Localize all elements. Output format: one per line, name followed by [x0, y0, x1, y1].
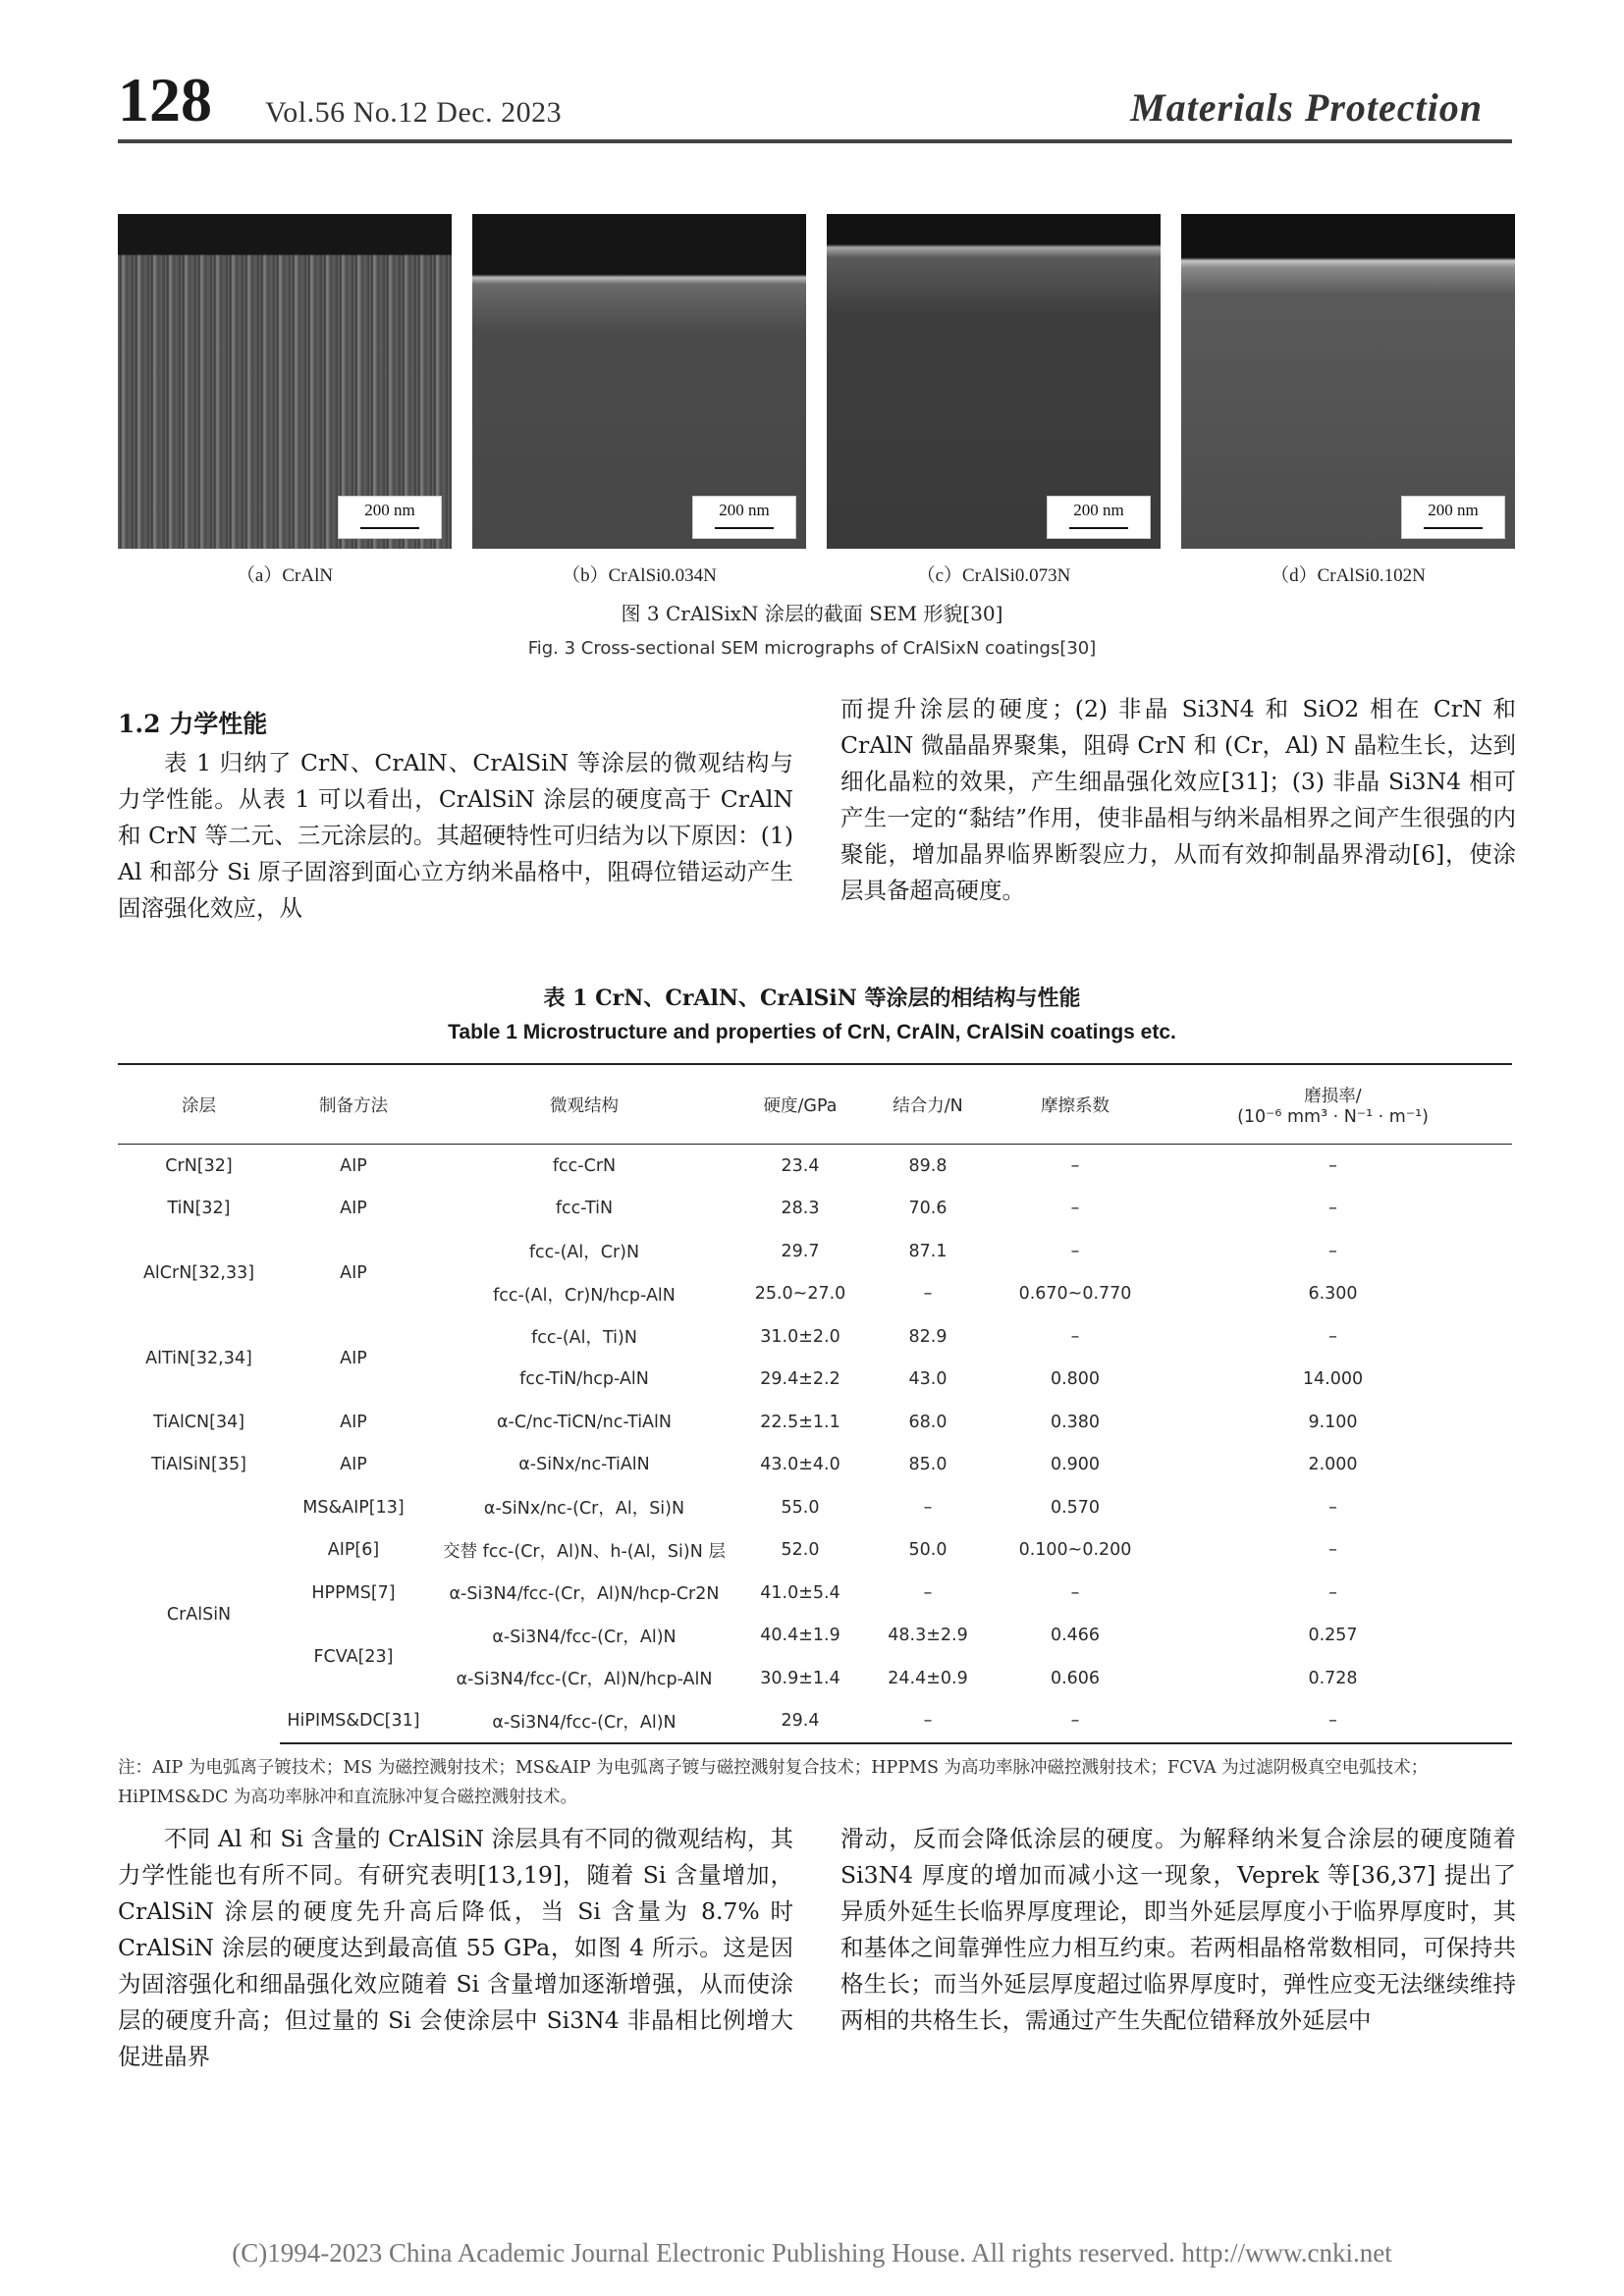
- section-title: 1.2 力学性能: [118, 710, 268, 738]
- table-row: AIP[6] 交替 fcc-(Cr，Al)N、h-(Al，Si)N 层 52.0 50.0 0.100~0.200 –: [327, 1540, 1337, 1562]
- col-structure: 微观结构: [427, 1064, 741, 1145]
- col-wear: 磨损率/ (10⁻⁶ mm³ · N⁻¹ · m⁻¹): [1154, 1064, 1512, 1145]
- subcaption-c: （c）CrAlSi0.073N: [916, 565, 1071, 586]
- table-row: TiN[32] AIP fcc-TiN 28.3 70.6 – –: [167, 1199, 1337, 1219]
- scale-bar: 200 nm: [692, 496, 796, 539]
- table-row: AlTiN[32,34] AIP fcc-(Al，Ti)N 31.0±2.0 82.9 – –: [145, 1326, 1337, 1368]
- col-method: 制备方法: [280, 1064, 427, 1145]
- copyright-footer: (C)1994-2023 China Academic Journal Electronic Publishing House. All rights reserved. http://www.cnki.net: [232, 2238, 1392, 2268]
- volume-info: Vol.56 No.12 Dec. 2023: [265, 96, 563, 129]
- table-header-row: [118, 1064, 1512, 1145]
- paragraph-2-right: 滑动，反而会降低涂层的硬度。为解释纳米复合涂层的硬度随着 Si3N4 厚度的增加而减小这一现象，Veprek 等[36,37] 提出了异质外延生长临界厚度理论，即当外延层厚度小于临界厚度时，其和基体之间靠弹性应力相互约束。若两相晶格常数相同，可保持共格生长；而当外延层厚度超过临界厚度时，弹性应变无法继续维持两相的共格生长，需通过产生失配位错释放外延层中: [840, 1825, 1516, 2034]
- table-caption-en: Table 1 Microstructure and properties of CrN, CrAlN, CrAlSiN coatings etc.: [448, 1021, 1176, 1043]
- properties-table: [118, 1063, 1512, 1744]
- table-note: 注：AIP 为电弧离子镀技术；MS 为磁控溅射技术；MS&AIP 为电弧离子镀与磁控溅射复合技术；HPPMS 为高功率脉冲磁控溅射技术；FCVA 为过滤阴极真空电弧技术；HiPIMS&DC 为高功率脉冲和直流脉冲复合磁控溅射技术。: [118, 1758, 1429, 1807]
- table-row: AlCrN[32,33] AIP fcc-(Al，Cr)N 29.7 87.1 – –: [142, 1241, 1337, 1283]
- table-caption-cn: 表 1 CrN、CrAlN、CrAlSiN 等涂层的相结构与性能: [543, 986, 1081, 1011]
- scale-bar: 200 nm: [1047, 496, 1151, 539]
- scale-bar: 200 nm: [338, 496, 442, 539]
- sem-image-c: [827, 214, 1161, 549]
- journal-name: Materials Protection: [1130, 85, 1483, 130]
- figure-caption-en: Fig. 3 Cross-sectional SEM micrographs of CrAlSixN coatings[30]: [527, 638, 1097, 659]
- table-row: fcc-TiN/hcp-AlN 29.4±2.2 43.0 0.800 14.000: [519, 1369, 1364, 1390]
- paragraph-2-left: 不同 Al 和 Si 含量的 CrAlSiN 涂层具有不同的微观结构，其力学性能也有所不同。有研究表明[13,19]，随着 Si 含量增加，CrAlSiN 涂层的硬度先升高后降低，当 Si 含量为 8.7% 时 CrAlSiN 涂层的硬度达到最高值 55 GPa，如图 4 所示。这是因为固溶强化和细晶强化效应随着 Si 含量增加逐渐增强，从而使涂层的硬度升高；但过量的 Si 会使涂层中 Si3N4 非晶相比例增大促进晶界: [118, 1825, 793, 2070]
- table-row: TiAlCN[34] AIP α-C/nc-TiCN/nc-TiAlN 22.5±1.1 68.0 0.380 9.100: [152, 1412, 1358, 1432]
- paragraph-1-right: 而提升涂层的硬度；(2) 非晶 Si3N4 和 SiO2 相在 CrN 和 CrAlN 微晶晶界聚集，阻碍 CrN 和 (Cr，Al) N 晶粒生长，达到细化晶粒的效果，产生细晶强化效应[31]；(3) 非晶 Si3N4 相可产生一定的“黏结”作用，使非晶相与纳米晶相界之间产生很强的内聚能，增加晶界临界断裂应力，从而有效抑制晶界滑动[6]，使涂层具备超高硬度。: [840, 695, 1516, 904]
- table-row: CrN[32] AIP fcc-CrN 23.4 89.8 – –: [165, 1155, 1337, 1176]
- subcaption-b: （b）CrAlSi0.034N: [562, 565, 717, 586]
- figure-caption-cn: 图 3 CrAlSixN 涂层的截面 SEM 形貌[30]: [621, 602, 1003, 625]
- table-row: fcc-(Al，Cr)N/hcp-AlN 25.0~27.0 – 0.670~0.770 6.300: [493, 1284, 1358, 1306]
- page-number: 128: [118, 65, 212, 134]
- col-friction: 摩擦系数: [997, 1064, 1154, 1145]
- col-adhesion: 结合力/N: [859, 1064, 997, 1145]
- table-row: CrAlSiN MS&AIP[13] α-SiNx/nc-(Cr，Al，Si)N 55.0 – 0.570 –: [166, 1497, 1337, 1625]
- sem-image-b: [472, 214, 806, 549]
- paragraph-1-left: 表 1 归纳了 CrN、CrAlN、CrAlSiN 等涂层的微观结构与力学性能。从表 1 可以看出，CrAlSiN 涂层的硬度高于 CrAlN 和 CrN 等二元、三元涂层的。其超硬特性可归结为以下原因：(1) Al 和部分 Si 原子固溶到面心立方纳米晶格中，阻碍位错运动产生固溶强化效应，从: [118, 749, 793, 922]
- table-row: HPPMS[7] α-Si3N4/fcc-(Cr，Al)N/hcp-Cr2N 41.0±5.4 – – –: [311, 1582, 1337, 1605]
- table-row: HiPIMS&DC[31] α-Si3N4/fcc-(Cr，Al)N 29.4 – – –: [118, 1700, 1512, 1744]
- scale-bar: 200 nm: [1401, 496, 1505, 539]
- col-coating: 涂层: [118, 1064, 280, 1145]
- subcaption-d: （d）CrAlSi0.102N: [1271, 565, 1426, 586]
- sem-image-a: [118, 214, 452, 549]
- header-rule: [118, 139, 1512, 143]
- subcaption-a: （a）CrAlN: [236, 565, 334, 586]
- sem-image-d: [1181, 214, 1515, 549]
- table-row: α-Si3N4/fcc-(Cr，Al)N/hcp-AlN 30.9±1.4 24.4±0.9 0.606 0.728: [456, 1668, 1358, 1690]
- table-row: FCVA[23] α-Si3N4/fcc-(Cr，Al)N 40.4±1.9 48.3±2.9 0.466 0.257: [313, 1626, 1358, 1667]
- table-row: TiAlSiN[35] AIP α-SiNx/nc-TiAlN 43.0±4.0 85.0 0.900 2.000: [151, 1455, 1358, 1475]
- col-hardness: 硬度/GPa: [741, 1064, 859, 1145]
